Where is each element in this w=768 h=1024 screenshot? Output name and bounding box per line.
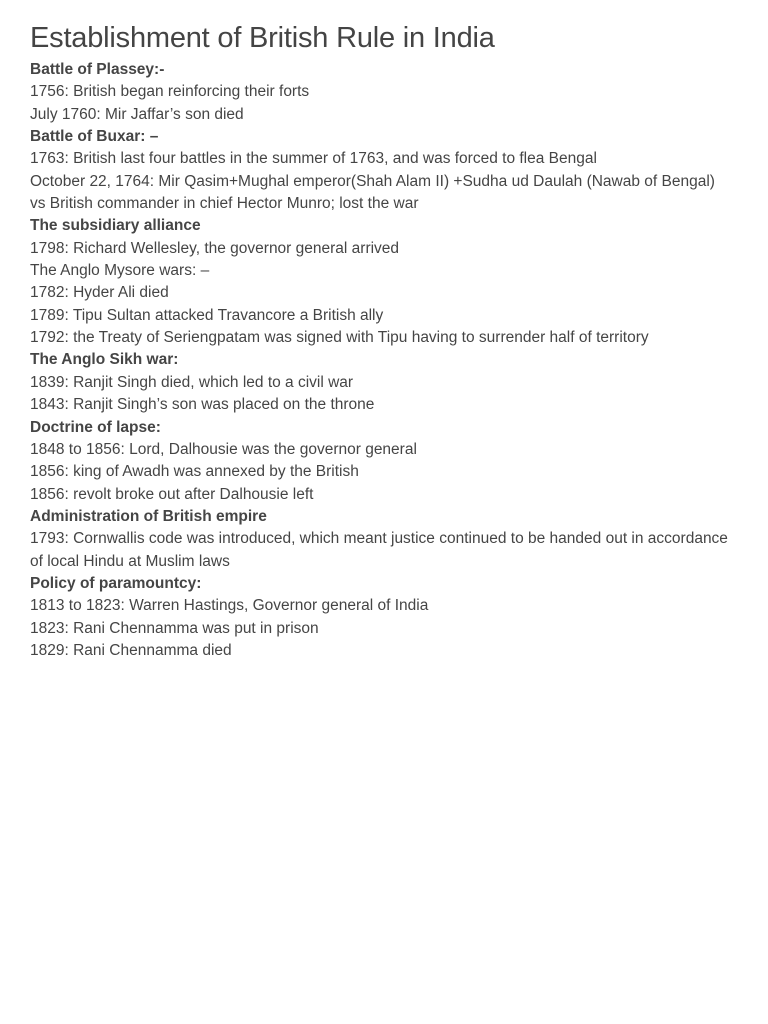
text-line: 1793: Cornwallis code was introduced, which meant justice continued to be handed out in accordance of local Hindu at Muslim laws [30,530,728,570]
text-line: 1756: British began reinforcing their forts [30,83,310,101]
text-line: The Anglo Mysore wars: – [30,262,210,280]
text-line: 1813 to 1823: Warren Hastings, Governor general of India [30,597,429,615]
section-heading: Administration of British empire [30,507,267,525]
text-line: 1829: Rani Chennamma died [30,641,232,659]
section-heading: Battle of Plassey:- [30,61,165,78]
section-heading: Policy of paramountcy: [30,574,202,592]
text-line: 1843: Ranjit Singh’s son was placed on the throne [30,396,375,414]
text-line: 1763: British last four battles in the summer of 1763, and was forced to flea Bengal [30,150,597,168]
text-line: 1782: Hyder Ali died [30,284,169,302]
document-page [30,18,730,662]
text-line: 1839: Ranjit Singh died, which led to a civil war [30,373,354,391]
text-line: 1856: revolt broke out after Dalhousie left [30,485,314,503]
document-title: Establishment of British Rule in India [30,22,495,54]
text-line: 1823: Rani Chennamma was put in prison [30,619,319,637]
text-line: 1789: Tipu Sultan attacked Travancore a British ally [30,306,384,324]
section-heading: Doctrine of lapse: [30,418,161,436]
text-line: 1798: Richard Wellesley, the governor general arrived [30,239,400,257]
document-body [30,59,730,662]
text-line: July 1760: Mir Jaffar’s son died [30,105,244,123]
text-line: 1856: king of Awadh was annexed by the British [30,463,359,481]
section-heading: The Anglo Sikh war: [30,351,179,369]
section-heading: The subsidiary alliance [30,217,201,235]
text-line: 1792: the Treaty of Seriengpatam was signed with Tipu having to surrender half of territory [30,329,649,347]
text-line: 1848 to 1856: Lord, Dalhousie was the governor general [30,440,417,458]
section-heading: Battle of Buxar: – [30,128,159,146]
text-line: October 22, 1764: Mir Qasim+Mughal emperor(Shah Alam II) +Sudha ud Daulah (Nawab of Bengal) vs British commander in chief Hector Munro; lost the war [30,172,715,213]
